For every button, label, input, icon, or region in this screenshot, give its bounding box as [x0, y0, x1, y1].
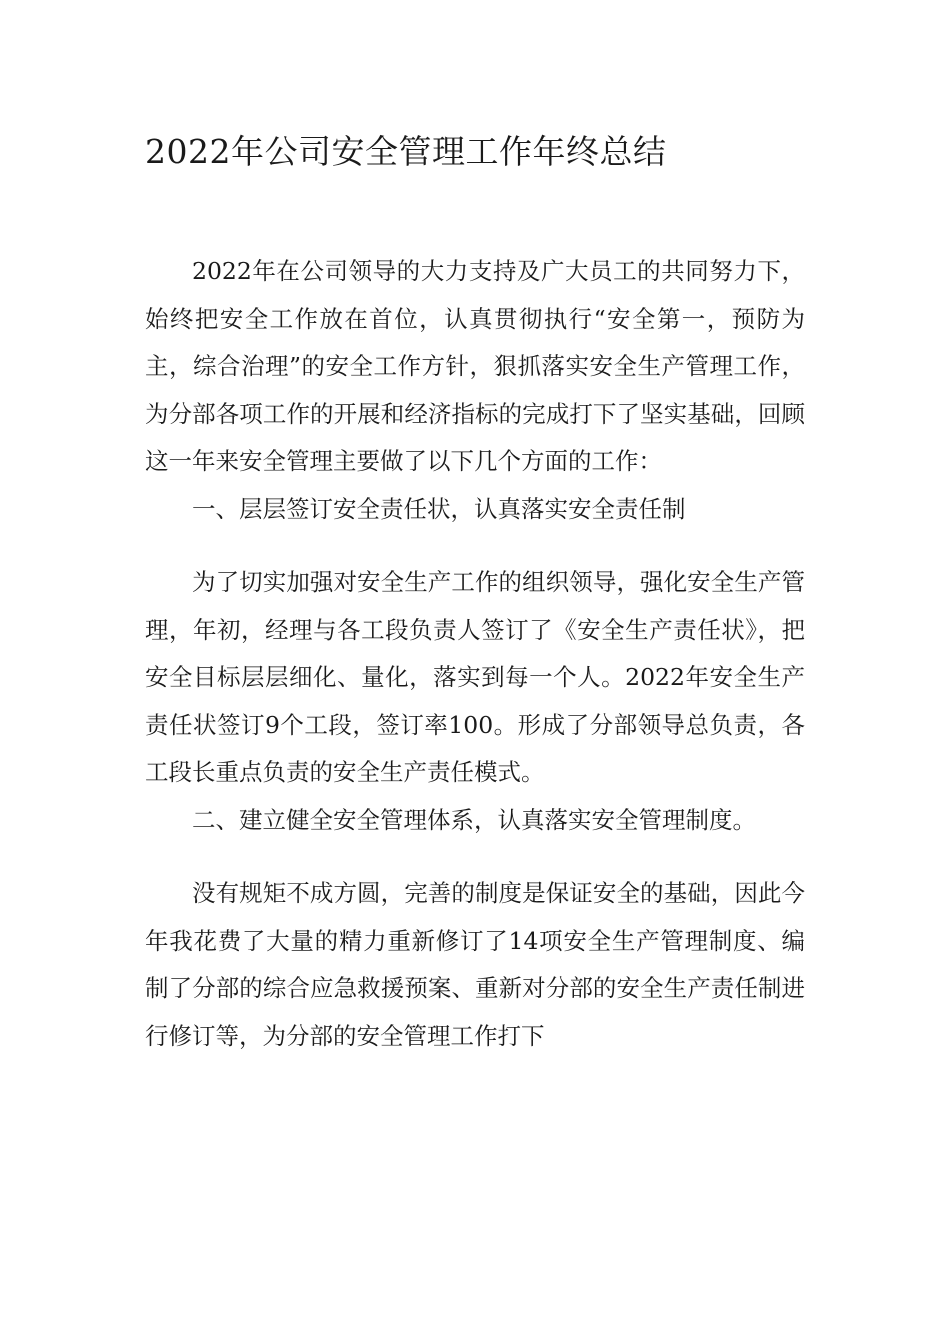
- document-title: 2022年公司安全管理工作年终总结: [145, 132, 667, 171]
- section-heading-2: 二、建立健全安全管理体系，认真落实安全管理制度。: [192, 805, 756, 834]
- intro-paragraph: 2022年在公司领导的大力支持及广大员工的共同努力下，始终把安全工作放在首位，认真贯彻执行“安全第一，预防为主，综合治理”的安全工作方针，狠抓落实安全生产管理工作，为分部各项工作的开展和经济指标的完成打下了坚实基础，回顾这一年来安全管理主要做了以下几个方面的工作：: [145, 257, 805, 475]
- document-body: [145, 248, 805, 1060]
- section-1-paragraph: 为了切实加强对安全生产工作的组织领导，强化安全生产管理，年初，经理与各工段负责人签订了《安全生产责任状》，把安全目标层层细化、量化，落实到每一个人。2022年安全生产责任状签订9个工段，签订率100。形成了分部领导总负责，各工段长重点负责的安全生产责任模式。: [145, 568, 805, 786]
- section-2-paragraph: 没有规矩不成方圆，完善的制度是保证安全的基础，因此今年我花费了大量的精力重新修订了14项安全生产管理制度、编制了分部的综合应急救援预案、重新对分部的安全生产责任制进行修订等，为分部的安全管理工作打下: [145, 879, 805, 1050]
- section-heading-1: 一、层层签订安全责任状，认真落实安全责任制: [192, 494, 686, 523]
